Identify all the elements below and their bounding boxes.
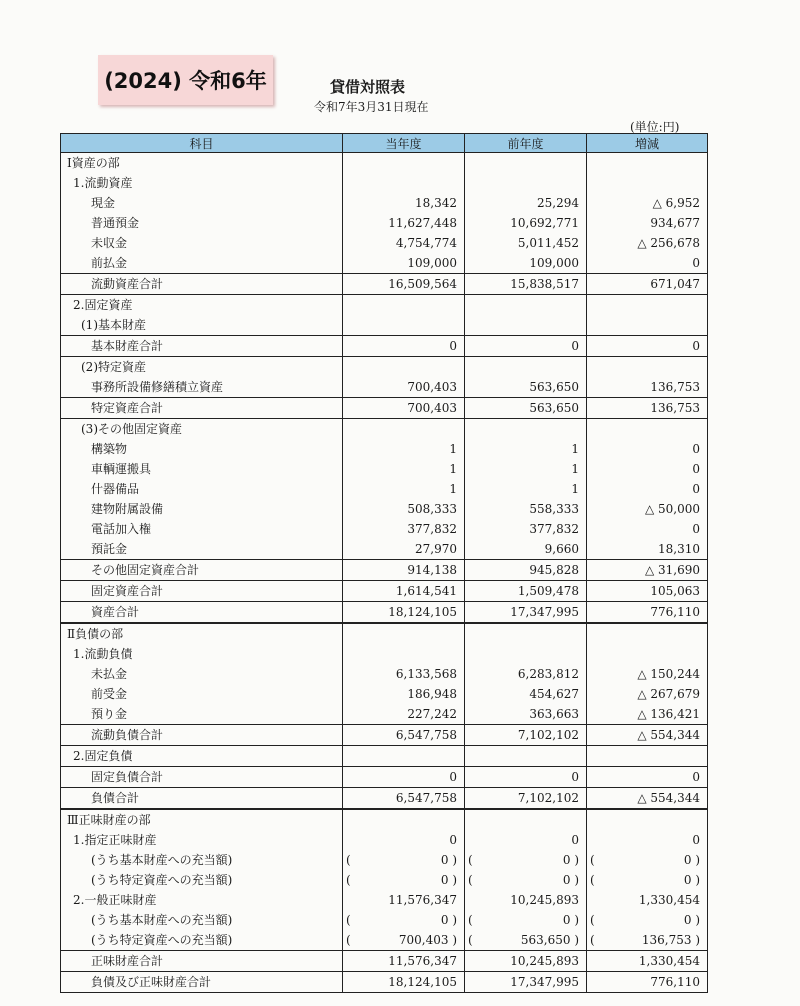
- row-label: 什器備品: [61, 479, 343, 499]
- row-value-prev: 558,333: [465, 499, 587, 519]
- row-value-diff: 136,753: [587, 398, 708, 419]
- table-row: [61, 459, 708, 479]
- row-value-prev: 1: [465, 479, 587, 499]
- row-value-cur: 16,509,564: [343, 274, 465, 295]
- table-row: [61, 623, 708, 644]
- row-value-cur: [343, 315, 465, 336]
- row-label: (うち基本財産への充当額): [61, 910, 343, 930]
- row-label: 事務所設備修繕積立資産: [61, 377, 343, 398]
- table-row: [61, 767, 708, 788]
- row-value-cur: 11,576,347: [343, 890, 465, 910]
- row-value-cur: 0: [343, 336, 465, 357]
- row-value-diff: [587, 173, 708, 193]
- table-row: [61, 315, 708, 336]
- row-value-prev: 7,102,102: [465, 788, 587, 810]
- row-value-diff: [587, 930, 708, 951]
- row-label: 未払金: [61, 664, 343, 684]
- row-value-cur: [343, 357, 465, 378]
- row-label: 2.固定資産: [61, 295, 343, 316]
- row-value-cur: 1: [343, 479, 465, 499]
- row-value-cur: 11,576,347: [343, 951, 465, 972]
- year-badge: (2024) 令和6年: [98, 55, 273, 105]
- row-value-diff: 136,753: [587, 377, 708, 398]
- row-label: 前受金: [61, 684, 343, 704]
- row-value-diff: [587, 850, 708, 870]
- document-title: 貸借対照表: [330, 78, 406, 96]
- row-value-prev: 10,245,893: [465, 951, 587, 972]
- value-text: 0: [440, 853, 449, 867]
- row-label: 車輌運搬具: [61, 459, 343, 479]
- row-value-prev: [465, 930, 587, 951]
- close-paren: ): [570, 933, 579, 947]
- close-paren: ): [691, 853, 700, 867]
- row-value-cur: 0: [343, 767, 465, 788]
- row-value-prev: [465, 870, 587, 890]
- row-label: 未収金: [61, 233, 343, 253]
- row-value-diff: △ 267,679: [587, 684, 708, 704]
- table-row: [61, 419, 708, 440]
- row-value-diff: 671,047: [587, 274, 708, 295]
- row-value-prev: 5,011,452: [465, 233, 587, 253]
- col-header-change: 増減: [587, 134, 708, 153]
- table-row: [61, 809, 708, 830]
- row-value-prev: 9,660: [465, 539, 587, 560]
- open-paren: (: [590, 873, 595, 887]
- row-value-cur: 6,547,758: [343, 725, 465, 746]
- value-text: 136,753: [641, 933, 692, 947]
- value-text: 0: [683, 853, 692, 867]
- row-value-prev: 0: [465, 830, 587, 850]
- row-value-prev: 6,283,812: [465, 664, 587, 684]
- row-value-diff: [587, 357, 708, 378]
- table-row: [61, 644, 708, 664]
- table-row: [61, 539, 708, 560]
- row-value-prev: 0: [465, 336, 587, 357]
- row-value-prev: [465, 623, 587, 644]
- row-value-diff: △ 554,344: [587, 725, 708, 746]
- row-value-prev: 377,832: [465, 519, 587, 539]
- row-label: 流動資産合計: [61, 274, 343, 295]
- row-value-cur: 227,242: [343, 704, 465, 725]
- row-label: 固定負債合計: [61, 767, 343, 788]
- row-label: (3)その他固定資産: [61, 419, 343, 440]
- row-value-cur: [343, 746, 465, 767]
- close-paren: ): [691, 913, 700, 927]
- row-label: 構築物: [61, 439, 343, 459]
- col-header-current-year: 当年度: [343, 134, 465, 153]
- row-value-prev: [465, 153, 587, 174]
- row-value-diff: 0: [587, 439, 708, 459]
- table-row: [61, 336, 708, 357]
- row-value-diff: 0: [587, 479, 708, 499]
- row-value-diff: [587, 295, 708, 316]
- row-value-cur: [343, 809, 465, 830]
- table-row: [61, 213, 708, 233]
- row-value-cur: 109,000: [343, 253, 465, 274]
- value-text: 0: [440, 913, 449, 927]
- table-row: [61, 499, 708, 519]
- table-row: [61, 746, 708, 767]
- table-row: [61, 357, 708, 378]
- row-label: (2)特定資産: [61, 357, 343, 378]
- col-header-account: 科目: [61, 134, 343, 153]
- row-value-diff: 0: [587, 336, 708, 357]
- row-label: 2.固定負債: [61, 746, 343, 767]
- row-value-cur: 18,124,105: [343, 602, 465, 624]
- open-paren: (: [346, 913, 351, 927]
- open-paren: (: [590, 913, 595, 927]
- row-value-prev: 363,663: [465, 704, 587, 725]
- row-value-prev: [465, 746, 587, 767]
- row-value-cur: 700,403: [343, 398, 465, 419]
- open-paren: (: [468, 873, 473, 887]
- row-value-prev: [465, 910, 587, 930]
- table-row: [61, 377, 708, 398]
- row-value-diff: 0: [587, 767, 708, 788]
- value-text: 0: [683, 913, 692, 927]
- row-value-cur: 27,970: [343, 539, 465, 560]
- row-label: 現金: [61, 193, 343, 213]
- row-label: (うち基本財産への充当額): [61, 850, 343, 870]
- open-paren: (: [468, 933, 473, 947]
- row-value-cur: 6,133,568: [343, 664, 465, 684]
- row-value-prev: 25,294: [465, 193, 587, 213]
- row-label: 1.流動資産: [61, 173, 343, 193]
- row-value-diff: [587, 746, 708, 767]
- row-label: (1)基本財産: [61, 315, 343, 336]
- document-date: 令和7年3月31日現在: [314, 100, 429, 114]
- table-body: [61, 153, 708, 993]
- row-value-diff: △ 150,244: [587, 664, 708, 684]
- table-row: [61, 930, 708, 951]
- row-label: 基本財産合計: [61, 336, 343, 357]
- table-header-row: [61, 134, 708, 153]
- balance-sheet-table: [60, 133, 708, 993]
- value-text: 563,650: [520, 933, 571, 947]
- row-label: 普通預金: [61, 213, 343, 233]
- row-value-prev: [465, 644, 587, 664]
- row-value-cur: [343, 419, 465, 440]
- row-label: 2.一般正味財産: [61, 890, 343, 910]
- row-value-cur: 914,138: [343, 560, 465, 581]
- row-value-diff: 934,677: [587, 213, 708, 233]
- row-value-diff: △ 31,690: [587, 560, 708, 581]
- row-label: 流動負債合計: [61, 725, 343, 746]
- table-row: [61, 972, 708, 993]
- table-row: [61, 193, 708, 213]
- row-value-cur: [343, 153, 465, 174]
- close-paren: ): [448, 853, 457, 867]
- row-value-cur: 508,333: [343, 499, 465, 519]
- row-value-prev: 10,245,893: [465, 890, 587, 910]
- row-value-diff: 0: [587, 459, 708, 479]
- row-label: 1.流動負債: [61, 644, 343, 664]
- close-paren: ): [448, 873, 457, 887]
- row-value-cur: 1: [343, 459, 465, 479]
- row-label: 固定資産合計: [61, 581, 343, 602]
- open-paren: (: [590, 933, 595, 947]
- close-paren: ): [691, 933, 700, 947]
- row-value-diff: △ 136,421: [587, 704, 708, 725]
- row-value-diff: △ 6,952: [587, 193, 708, 213]
- row-value-prev: 17,347,995: [465, 972, 587, 993]
- row-label: 資産合計: [61, 602, 343, 624]
- row-value-prev: 945,828: [465, 560, 587, 581]
- row-value-prev: [465, 357, 587, 378]
- table-row: [61, 479, 708, 499]
- table-row: [61, 439, 708, 459]
- row-value-cur: 6,547,758: [343, 788, 465, 810]
- open-paren: (: [346, 853, 351, 867]
- row-label: 特定資産合計: [61, 398, 343, 419]
- row-value-cur: [343, 910, 465, 930]
- row-label: 1.指定正味財産: [61, 830, 343, 850]
- row-value-prev: 1: [465, 439, 587, 459]
- row-label: (うち特定資産への充当額): [61, 870, 343, 890]
- row-value-diff: [587, 623, 708, 644]
- close-paren: ): [570, 873, 579, 887]
- row-value-prev: 454,627: [465, 684, 587, 704]
- row-value-prev: [465, 419, 587, 440]
- row-value-cur: 700,403: [343, 377, 465, 398]
- row-value-cur: [343, 644, 465, 664]
- row-label: その他固定資産合計: [61, 560, 343, 581]
- row-value-diff: 0: [587, 253, 708, 274]
- open-paren: (: [346, 873, 351, 887]
- row-value-prev: 1,509,478: [465, 581, 587, 602]
- table-row: [61, 910, 708, 930]
- row-value-cur: 1,614,541: [343, 581, 465, 602]
- table-row: [61, 274, 708, 295]
- close-paren: ): [570, 853, 579, 867]
- row-value-cur: [343, 850, 465, 870]
- row-label: 負債合計: [61, 788, 343, 810]
- row-value-cur: 186,948: [343, 684, 465, 704]
- row-value-diff: [587, 870, 708, 890]
- table-row: [61, 581, 708, 602]
- row-value-diff: △ 50,000: [587, 499, 708, 519]
- row-value-prev: 0: [465, 767, 587, 788]
- table-row: [61, 398, 708, 419]
- row-value-cur: 18,342: [343, 193, 465, 213]
- row-value-cur: [343, 173, 465, 193]
- row-value-diff: △ 256,678: [587, 233, 708, 253]
- col-header-previous-year: 前年度: [465, 134, 587, 153]
- table-row: [61, 602, 708, 624]
- row-value-prev: [465, 809, 587, 830]
- row-value-prev: [465, 315, 587, 336]
- table-row: [61, 684, 708, 704]
- row-value-diff: 0: [587, 830, 708, 850]
- row-value-prev: 15,838,517: [465, 274, 587, 295]
- value-text: 0: [683, 873, 692, 887]
- row-value-diff: 18,310: [587, 539, 708, 560]
- row-label: Ⅱ負債の部: [61, 623, 343, 644]
- row-value-diff: 105,063: [587, 581, 708, 602]
- table-row: [61, 253, 708, 274]
- row-value-cur: 4,754,774: [343, 233, 465, 253]
- row-value-diff: 1,330,454: [587, 890, 708, 910]
- row-label: 預り金: [61, 704, 343, 725]
- row-value-prev: [465, 173, 587, 193]
- row-value-cur: 0: [343, 830, 465, 850]
- row-label: 正味財産合計: [61, 951, 343, 972]
- row-value-prev: 1: [465, 459, 587, 479]
- row-value-diff: 1,330,454: [587, 951, 708, 972]
- row-value-cur: 11,627,448: [343, 213, 465, 233]
- row-value-diff: [587, 419, 708, 440]
- table-row: [61, 704, 708, 725]
- value-text: 0: [562, 853, 571, 867]
- row-value-cur: 18,124,105: [343, 972, 465, 993]
- table-row: [61, 725, 708, 746]
- row-value-diff: [587, 315, 708, 336]
- value-text: 0: [562, 873, 571, 887]
- table-row: [61, 560, 708, 581]
- row-value-cur: [343, 930, 465, 951]
- row-label: (うち特定資産への充当額): [61, 930, 343, 951]
- row-value-cur: [343, 295, 465, 316]
- row-value-cur: [343, 870, 465, 890]
- table-row: [61, 830, 708, 850]
- row-value-prev: [465, 295, 587, 316]
- row-label: 預託金: [61, 539, 343, 560]
- unit-label: (単位:円): [630, 120, 680, 134]
- table-row: [61, 890, 708, 910]
- row-value-cur: [343, 623, 465, 644]
- open-paren: (: [468, 913, 473, 927]
- open-paren: (: [346, 933, 351, 947]
- row-value-diff: 0: [587, 519, 708, 539]
- row-value-diff: [587, 153, 708, 174]
- row-value-prev: 7,102,102: [465, 725, 587, 746]
- row-value-prev: 109,000: [465, 253, 587, 274]
- row-label: Ⅰ資産の部: [61, 153, 343, 174]
- row-value-prev: 10,692,771: [465, 213, 587, 233]
- table-row: [61, 173, 708, 193]
- value-text: 700,403: [398, 933, 449, 947]
- row-label: Ⅲ正味財産の部: [61, 809, 343, 830]
- row-label: 電話加入権: [61, 519, 343, 539]
- table-row: [61, 519, 708, 539]
- row-value-prev: 563,650: [465, 377, 587, 398]
- value-text: 0: [440, 873, 449, 887]
- row-value-diff: 776,110: [587, 602, 708, 624]
- row-label: 前払金: [61, 253, 343, 274]
- row-value-prev: 17,347,995: [465, 602, 587, 624]
- row-value-cur: 1: [343, 439, 465, 459]
- close-paren: ): [570, 913, 579, 927]
- table-row: [61, 664, 708, 684]
- table-row: [61, 295, 708, 316]
- open-paren: (: [590, 853, 595, 867]
- table-row: [61, 233, 708, 253]
- table-row: [61, 850, 708, 870]
- row-value-diff: [587, 644, 708, 664]
- table-row: [61, 153, 708, 174]
- row-value-prev: [465, 850, 587, 870]
- open-paren: (: [468, 853, 473, 867]
- close-paren: ): [448, 933, 457, 947]
- close-paren: ): [691, 873, 700, 887]
- row-value-diff: [587, 809, 708, 830]
- close-paren: ): [448, 913, 457, 927]
- row-value-diff: 776,110: [587, 972, 708, 993]
- table-row: [61, 951, 708, 972]
- row-value-prev: 563,650: [465, 398, 587, 419]
- row-value-diff: [587, 910, 708, 930]
- value-text: 0: [562, 913, 571, 927]
- row-label: 負債及び正味財産合計: [61, 972, 343, 993]
- table-row: [61, 870, 708, 890]
- row-value-diff: △ 554,344: [587, 788, 708, 810]
- table-row: [61, 788, 708, 810]
- row-label: 建物附属設備: [61, 499, 343, 519]
- row-value-cur: 377,832: [343, 519, 465, 539]
